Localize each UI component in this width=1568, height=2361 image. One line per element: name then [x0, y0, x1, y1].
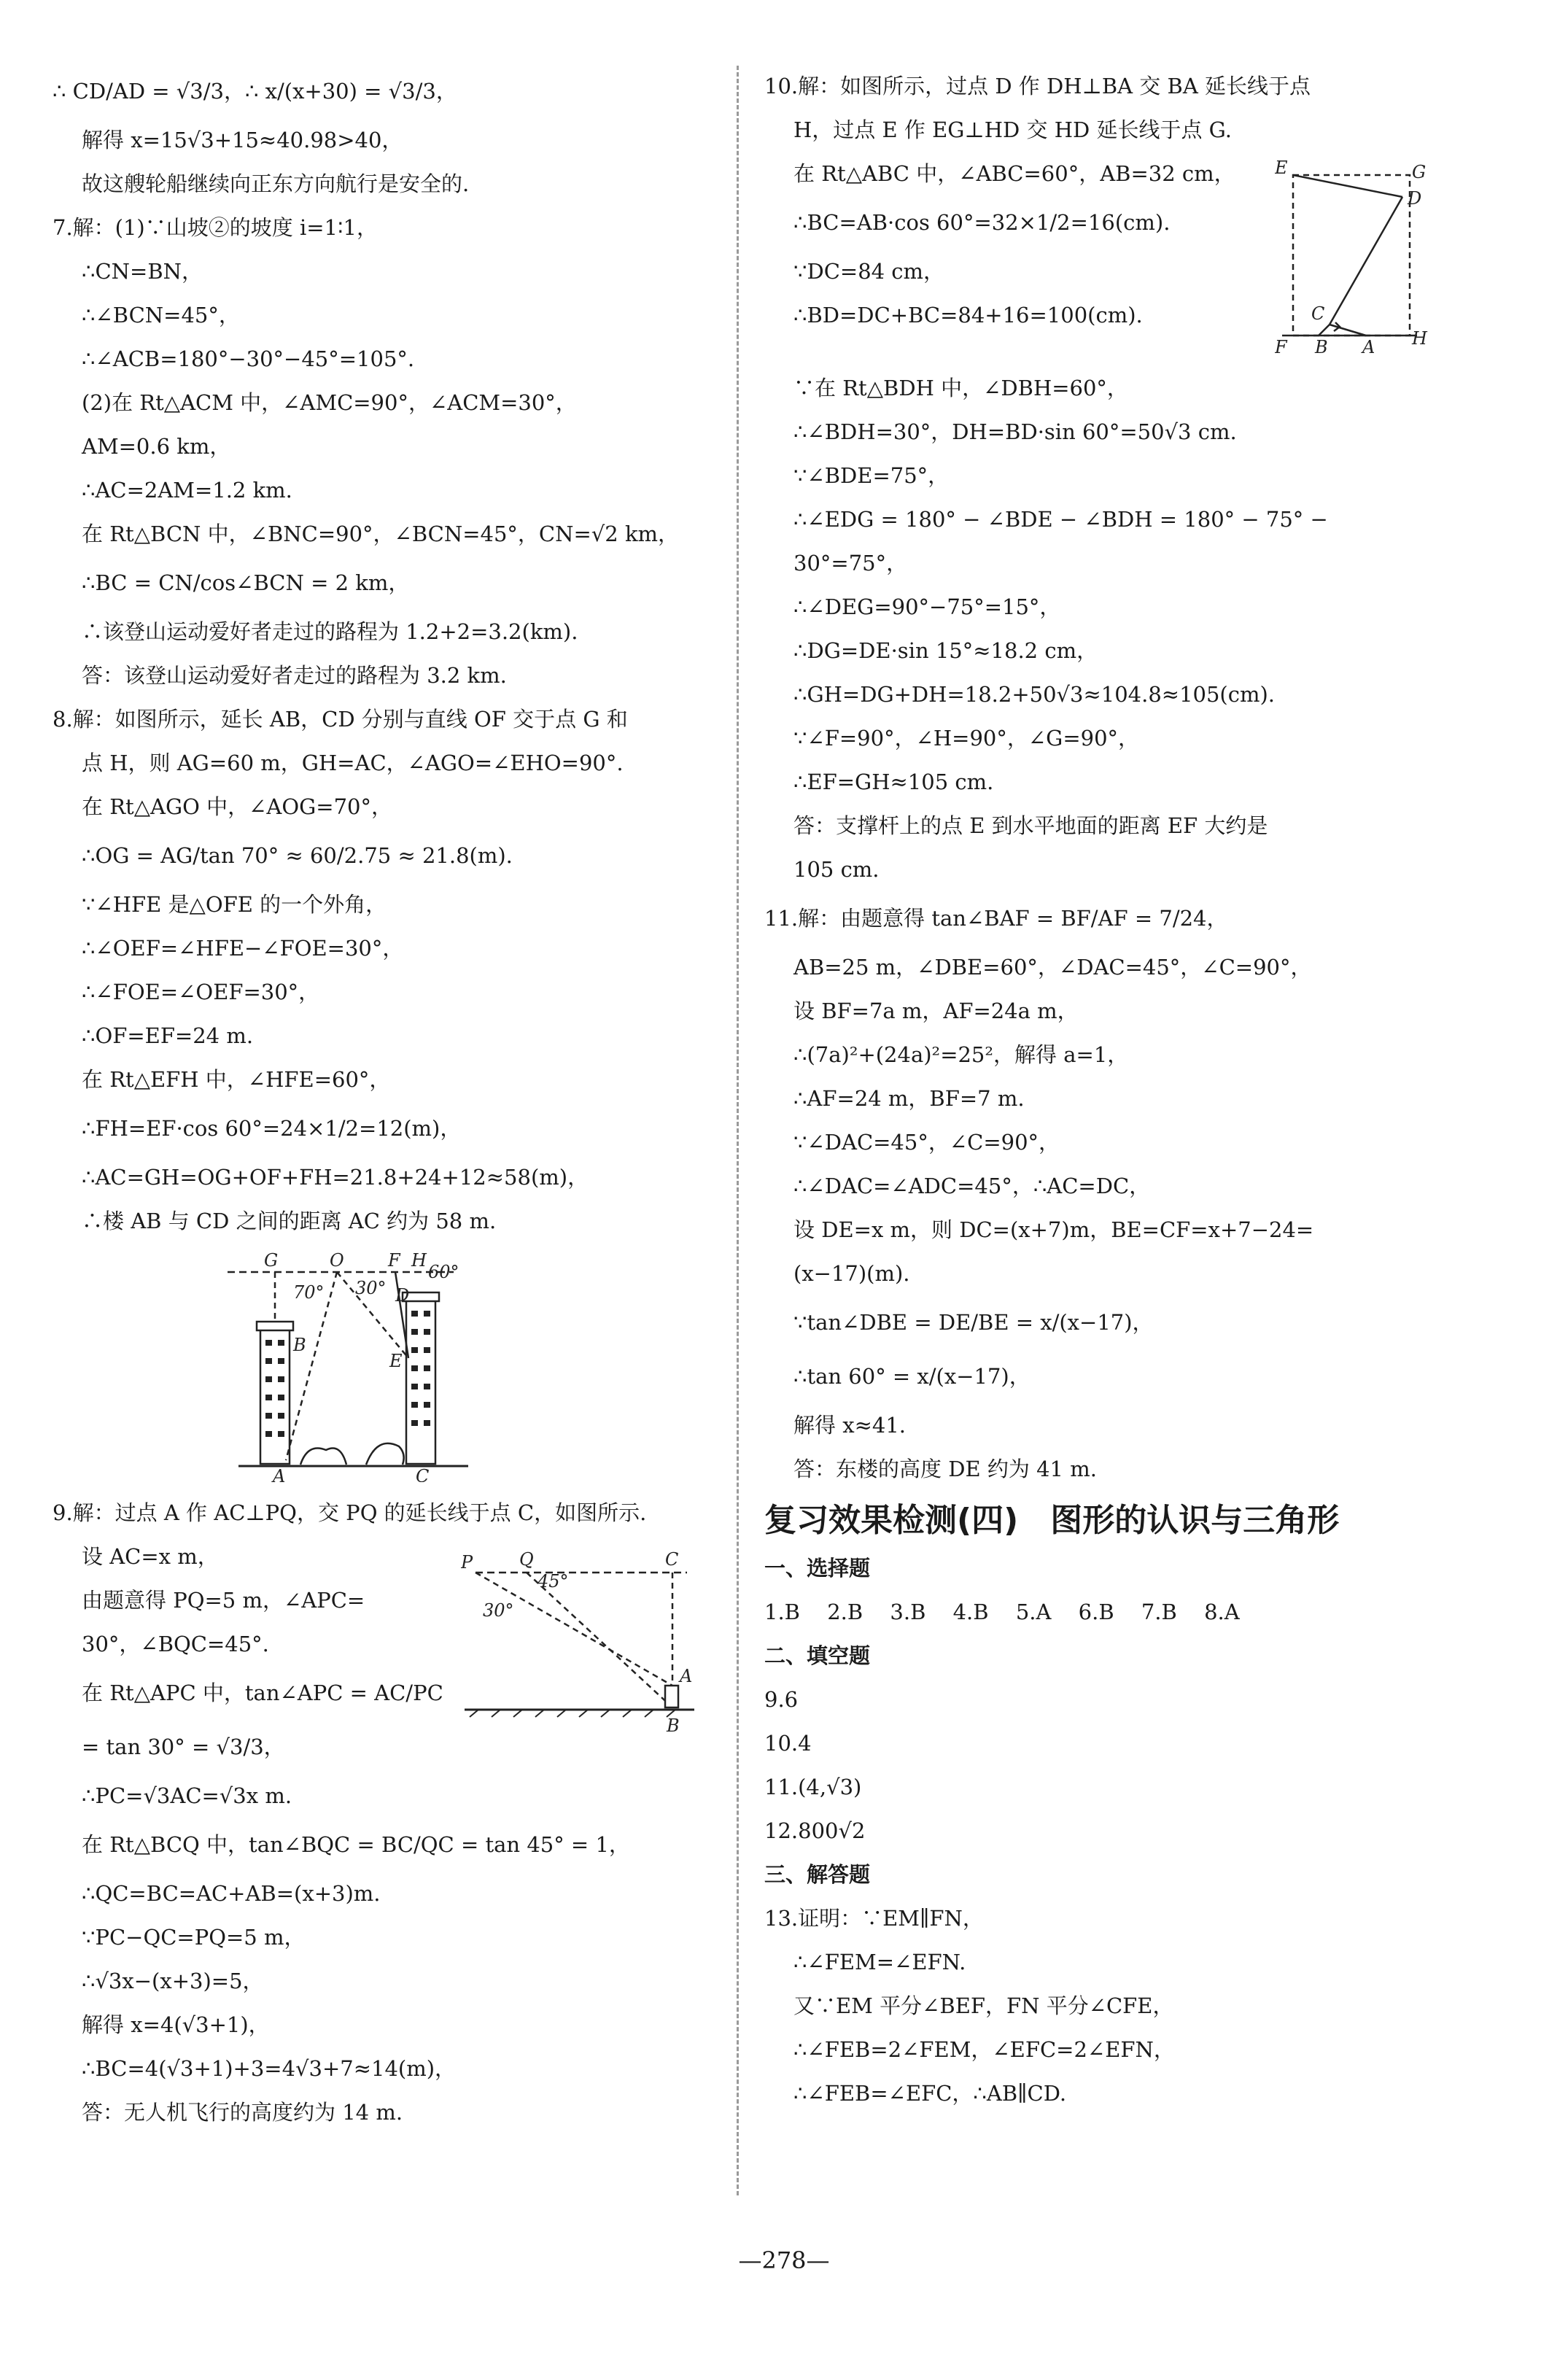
figure-9-drone: [461, 1543, 702, 1736]
text-line: ∵DC=84 cm，: [793, 259, 945, 284]
text-line: ∴(7a)²+(24a)²=25²，解得 a=1，: [793, 1042, 1129, 1067]
problem-10-row: [764, 158, 1464, 372]
text-line: ∴∠FEB=∠EFC，∴AB∥CD.: [793, 2081, 1067, 2106]
mcq-answer: 3.B: [890, 1600, 926, 1624]
mcq-answer: 1.B: [764, 1600, 800, 1624]
text-line: 30°，∠BQC=45°.: [82, 1632, 269, 1656]
text-line: ∴BC=AB·cos 60°=32×1/2=16(cm).: [793, 210, 1171, 235]
answer-line: 答：支撑杆上的点 E 到水平地面的距离 EF 大约是: [793, 813, 1268, 838]
problem-7: 7.解：(1)∵山坡②的坡度 i=1∶1，: [53, 215, 378, 240]
text-line: 设 DE=x m，则 DC=(x+7)m，BE=CF=x+7−24=: [793, 1217, 1314, 1242]
label-H: H: [1412, 328, 1427, 349]
text-line: ∴GH=DG+DH=18.2+50√3≈104.8≈105(cm).: [793, 682, 1276, 707]
label-A: A: [680, 1666, 693, 1686]
label-G: G: [1412, 162, 1427, 182]
text-line: 在 Rt△APC 中，tan∠APC = AC/PC: [82, 1680, 443, 1705]
text-line: ∴∠FEB=2∠FEM，∠EFC=2∠EFN，: [793, 2037, 1175, 2062]
text-line: ∴∠OEF=∠HFE−∠FOE=30°，: [82, 936, 404, 961]
mcq-answer: 2.B: [827, 1600, 863, 1624]
problem-10-text: [764, 158, 1275, 343]
text-line: H，过点 E 作 EG⊥HD 交 HD 延长线于点 G.: [793, 117, 1233, 142]
label-F: F: [388, 1250, 400, 1271]
problem-9: 9.解：过点 A 作 AC⊥PQ，交 PQ 的延长线于点 C，如图所示.: [53, 1500, 647, 1525]
text-line: = tan 30° = √3/3，: [82, 1734, 285, 1759]
text-line: 故这艘轮船继续向正东方向航行是安全的.: [82, 171, 470, 196]
problem-11: 11.解：由题意得 tan∠BAF = BF/AF = 7/24，: [764, 906, 1228, 931]
text-line: ∴OF=EF=24 m.: [82, 1023, 254, 1048]
text-line: ∵∠DAC=45°，∠C=90°，: [793, 1130, 1060, 1155]
part-1-title: 一、选择题: [764, 1556, 871, 1581]
text-line: ∴OG = AG/tan 70° ≈ 60/2.75 ≈ 21.8(m).: [82, 843, 513, 868]
label-P: P: [461, 1552, 473, 1573]
label-A: A: [1362, 337, 1375, 357]
label-B: B: [667, 1715, 680, 1733]
label-O: O: [330, 1250, 344, 1271]
text-line: ∴BC = CN/cos∠BCN = 2 km，: [82, 570, 410, 595]
left-column: [53, 70, 738, 2140]
figure-9-svg: [461, 1543, 702, 1733]
section-heading: 复习效果检测(四) 图形的认识与三角形: [764, 1502, 1340, 1539]
answer-line: 答：东楼的高度 DE 约为 41 m.: [793, 1457, 1097, 1481]
text-line: ∴∠BCN=45°，: [82, 303, 240, 327]
label-C: C: [416, 1466, 430, 1482]
fill-answer: 12.800√2: [764, 1818, 866, 1843]
text-line: ∴∠FOE=∠OEF=30°，: [82, 980, 320, 1004]
text-line: (2)在 Rt△ACM 中，∠AMC=90°，∠ACM=30°，: [82, 390, 577, 415]
text-line: (x−17)(m).: [793, 1261, 910, 1286]
answer-line: ∴楼 AB 与 CD 之间的距离 AC 约为 58 m.: [82, 1209, 497, 1233]
text-line: ∴∠BDH=30°，DH=BD·sin 60°=50√3 cm.: [793, 419, 1237, 444]
problem-13: 13.证明：∵EM∥FN，: [764, 1906, 984, 1931]
fill-answer: 10.4: [764, 1731, 812, 1756]
mcq-answer: 8.A: [1204, 1600, 1240, 1624]
text-line: ∵在 Rt△BDH 中，∠DBH=60°，: [793, 376, 1128, 400]
text-line: ∴CN=BN，: [82, 259, 203, 284]
text-line: ∵∠BDE=75°，: [793, 463, 950, 488]
label-A: A: [273, 1466, 286, 1482]
mcq-answer: 6.B: [1078, 1600, 1114, 1624]
text-line: ∴FH=EF·cos 60°=24×1/2=12(m)，: [82, 1116, 462, 1141]
text-line: 30°=75°，: [793, 551, 908, 575]
part-2-title: 二、填空题: [764, 1643, 871, 1668]
mcq-answer: 5.A: [1015, 1600, 1052, 1624]
problem-9-text: [53, 1540, 461, 1780]
label-E: E: [389, 1351, 403, 1371]
text-line: ∴ CD/AD = √3/3，∴ x/(x+30) = √3/3，: [53, 79, 457, 104]
mcq-answers: [764, 1596, 1464, 1628]
answer-line: 答：无人机飞行的高度约为 14 m.: [82, 2100, 403, 2125]
text-line: 解得 x≈41.: [793, 1413, 906, 1438]
text-line: ∴AC=2AM=1.2 km.: [82, 478, 292, 503]
text-line: ∵PC−QC=PQ=5 m，: [82, 1925, 306, 1950]
label-B: B: [293, 1335, 306, 1355]
text-line: 在 Rt△AGO 中，∠AOG=70°，: [82, 794, 392, 819]
text-line: ∴∠EDG = 180° − ∠BDE − ∠BDH = 180° − 75° −: [793, 507, 1328, 532]
text-line: ∴QC=BC=AC+AB=(x+3)m.: [82, 1881, 381, 1906]
text-line: 在 Rt△BCQ 中，tan∠BQC = BC/QC = tan 45° = 1，: [82, 1832, 630, 1857]
label-G: G: [264, 1250, 279, 1271]
part-3-title: 三、解答题: [764, 1862, 871, 1887]
label-D: D: [395, 1285, 410, 1306]
text-line: ∵tan∠DBE = DE/BE = x/(x−17)，: [793, 1310, 1154, 1335]
figure-8-buildings: [220, 1249, 738, 1485]
text-line: 设 AC=x m，: [82, 1544, 219, 1569]
fill-answer: 9.6: [764, 1687, 799, 1712]
problem-10: 10.解：如图所示，过点 D 作 DH⊥BA 交 BA 延长线于点: [764, 74, 1311, 98]
answer-line: 105 cm.: [793, 857, 880, 882]
text-line: ∴AC=GH=OG+OF+FH=21.8+24+12≈58(m)，: [82, 1165, 589, 1190]
text-line: 在 Rt△BCN 中，∠BNC=90°，∠BCN=45°，CN=√2 km，: [82, 522, 680, 546]
text-line: ∴BC=4(√3+1)+3=4√3+7≈14(m)，: [82, 2056, 457, 2081]
label-30deg: 30°: [483, 1600, 514, 1621]
text-line: ∴tan 60° = x/(x−17)，: [793, 1364, 1031, 1389]
text-line: ∵∠F=90°，∠H=90°，∠G=90°，: [793, 726, 1140, 751]
page-number: —278—: [738, 2246, 830, 2274]
mcq-answer: 7.B: [1141, 1600, 1177, 1624]
text-line: ∴AF=24 m，BF=7 m.: [793, 1086, 1025, 1111]
text-line: ∴∠DAC=∠ADC=45°，∴AC=DC，: [793, 1174, 1151, 1198]
label-F: F: [1275, 337, 1287, 357]
fill-answer: 11.(4,√3): [764, 1775, 862, 1799]
label-E: E: [1275, 160, 1288, 178]
label-H: H: [411, 1250, 427, 1271]
text-line: ∴EF=GH≈105 cm.: [793, 769, 994, 794]
text-line: 由题意得 PQ=5 m，∠APC=: [82, 1588, 365, 1613]
text-line: 点 H，则 AG=60 m，GH=AC，∠AGO=∠EHO=90°.: [82, 751, 624, 775]
label-45deg: 45°: [537, 1571, 569, 1592]
text-line: 又∵EM 平分∠BEF，FN 平分∠CFE，: [793, 1993, 1174, 2018]
right-column: [764, 70, 1464, 2121]
text-line: 解得 x=4(√3+1)，: [82, 2012, 270, 2037]
text-line: ∵∠HFE 是△OFE 的一个外角，: [82, 892, 387, 917]
figure-8-svg: [220, 1249, 570, 1482]
problem-9-row: [53, 1540, 738, 1780]
text-line: 设 BF=7a m，AF=24a m，: [793, 999, 1079, 1023]
label-30deg: 30°: [355, 1278, 387, 1298]
label-C: C: [665, 1549, 679, 1570]
label-C: C: [1311, 303, 1325, 324]
text-line: ∴该登山运动爱好者走过的路程为 1.2+2=3.2(km).: [82, 619, 578, 644]
label-D: D: [1408, 188, 1422, 209]
figure-10-stand: [1275, 160, 1428, 360]
label-B: B: [1315, 337, 1328, 357]
text-line: ∴√3x−(x+3)=5，: [82, 1969, 264, 1993]
text-line: ∴BD=DC+BC=84+16=100(cm).: [793, 303, 1143, 327]
mcq-answer: 4.B: [952, 1600, 989, 1624]
label-60deg: 60°: [428, 1262, 459, 1282]
text-line: 在 Rt△EFH 中，∠HFE=60°，: [82, 1067, 391, 1092]
text-line: AB=25 m，∠DBE=60°，∠DAC=45°，∠C=90°，: [793, 955, 1312, 980]
text-line: ∴DG=DE·sin 15°≈18.2 cm，: [793, 638, 1098, 663]
text-line: ∴∠FEM=∠EFN.: [793, 1950, 966, 1974]
label-Q: Q: [519, 1549, 534, 1570]
text-line: ∴∠DEG=90°−75°=15°，: [793, 594, 1061, 619]
answer-line: 答：该登山运动爱好者走过的路程为 3.2 km.: [82, 663, 507, 688]
text-line: AM=0.6 km，: [82, 434, 231, 459]
problem-8: 8.解：如图所示，延长 AB，CD 分别与直线 OF 交于点 G 和: [53, 707, 628, 732]
text-line: ∴PC=√3AC=√3x m.: [82, 1783, 292, 1808]
text-line: 解得 x=15√3+15≈40.98>40，: [82, 128, 403, 152]
text-line: 在 Rt△ABC 中，∠ABC=60°，AB=32 cm，: [793, 161, 1235, 186]
text-line: ∴∠ACB=180°−30°−45°=105°.: [82, 346, 415, 371]
figure-10-svg: [1275, 160, 1428, 357]
label-70deg: 70°: [293, 1282, 325, 1303]
